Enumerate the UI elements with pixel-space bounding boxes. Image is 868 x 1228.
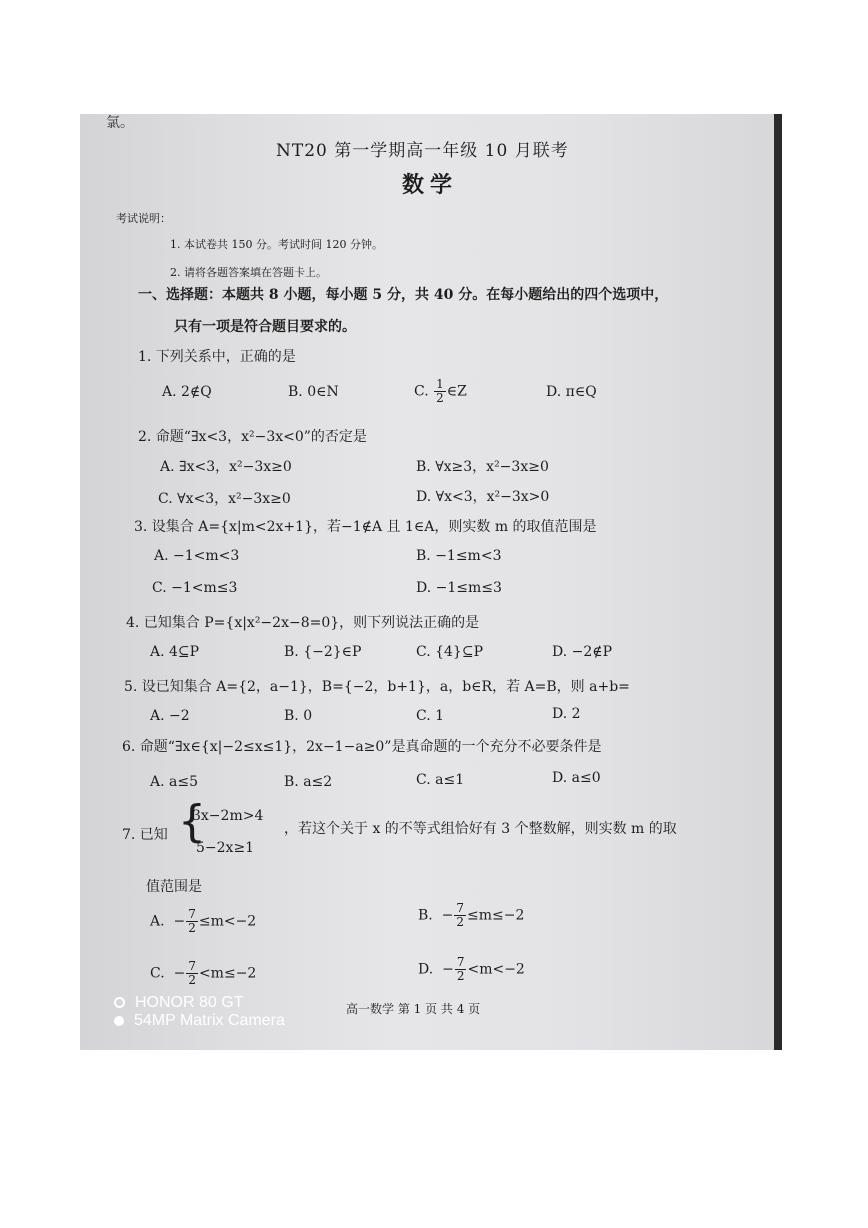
q5-option-b: B. 0: [284, 708, 313, 724]
q7-option-c: C. − $\frac{7}{2}$ <m≤−2: [150, 959, 257, 987]
question-7-stem-line2: 值范围是: [146, 879, 202, 895]
exam-title: NT20 第一学期高一年级 10 月联考: [276, 141, 569, 161]
q7-inequality-2: 5−2x≥1: [196, 840, 255, 856]
question-4-stem: 4. 已知集合 P={x|x²−2x−8=0}，则下列说法正确的是: [126, 615, 480, 631]
system-brace: {: [178, 796, 206, 847]
q2-option-a: A. ∃x<3，x²−3x≥0: [160, 459, 292, 475]
exam-photo: [80, 114, 782, 1050]
q6-option-a: A. a≤5: [150, 774, 198, 790]
camera-watermark-line1: HONOR 80 GT: [114, 994, 243, 1012]
fraction-seven-halves: $\frac{7}{2}$: [188, 959, 196, 987]
q7-option-d: D. − $\frac{7}{2}$ <m<−2: [418, 955, 525, 983]
q5-option-c: C. 1: [416, 708, 445, 724]
q1-option-c: C. $\frac{1}{2}$ ∈Z: [414, 377, 467, 405]
q5-option-a: A. −2: [150, 708, 190, 724]
fraction-one-half: $\frac{1}{2}$: [436, 377, 444, 405]
photo-edge-shadow: [774, 114, 782, 1050]
q2-option-d: D. ∀x<3，x²−3x>0: [416, 489, 550, 505]
question-7-stem-suffix: ，若这个关于 x 的不等式组恰好有 3 个整数解，则实数 m 的取: [284, 821, 677, 837]
q4-option-a: A. 4⊆P: [150, 644, 200, 660]
fraction-seven-halves: $\frac{7}{2}$: [456, 955, 465, 983]
section-heading-line2: 只有一项是符合题目要求的。: [174, 319, 356, 335]
question-7-stem-prefix: 7. 已知: [122, 827, 168, 843]
q7-inequality-1: 3x−2m>4: [192, 808, 264, 824]
solid-circle-icon: [114, 1016, 124, 1026]
fraction-seven-halves: $\frac{7}{2}$: [456, 901, 465, 929]
q1-option-b: B. 0∈N: [288, 384, 339, 400]
q3-option-b: B. −1≤m<3: [416, 548, 502, 564]
exam-subject: 数学: [402, 172, 459, 198]
question-2-stem: 2. 命题“∃x<3，x²−3x<0”的否定是: [138, 429, 367, 445]
fraction-seven-halves: $\frac{7}{2}$: [188, 907, 196, 935]
q7-option-b: B. − $\frac{7}{2}$ ≤m≤−2: [418, 901, 525, 929]
q1-option-a: A. 2∉Q: [162, 384, 212, 400]
q4-option-b: B. {−2}∈P: [284, 644, 362, 660]
hollow-circle-icon: [114, 997, 125, 1008]
q3-option-a: A. −1<m<3: [154, 548, 240, 564]
question-5-stem: 5. 设已知集合 A={2，a−1}，B={−2，b+1}，a，b∈R，若 A=B，则 a+b=: [124, 679, 630, 695]
q6-option-d: D. a≤0: [552, 770, 601, 786]
q3-option-d: D. −1≤m≤3: [416, 580, 502, 596]
instruction-item-2: 2. 请将各题答案填在答题卡上。: [170, 266, 327, 279]
q6-option-c: C. a≤1: [416, 772, 465, 788]
section-heading-line1: 一、选择题：本题共 8 小题，每小题 5 分，共 40 分。在每小题给出的四个选项中，: [138, 287, 669, 303]
q2-option-c: C. ∀x<3，x²−3x≥0: [158, 491, 291, 507]
q1-option-d: D. π∈Q: [546, 384, 597, 400]
q2-option-b: B. ∀x≥3，x²−3x≥0: [416, 459, 549, 475]
q6-option-b: B. a≤2: [284, 774, 333, 790]
instructions-heading: 考试说明：: [116, 212, 171, 225]
q7-option-a: A. − $\frac{7}{2}$ ≤m<−2: [150, 907, 257, 935]
q3-option-c: C. −1<m≤3: [152, 580, 238, 596]
page-footer: 高一数学 第 1 页 共 4 页: [346, 1002, 481, 1016]
q4-option-d: D. −2∉P: [552, 644, 613, 660]
q4-option-c: C. {4}⊆P: [416, 644, 483, 660]
camera-watermark-line2: 54MP Matrix Camera: [114, 1012, 285, 1030]
question-1-stem: 1. 下列关系中，正确的是: [138, 349, 296, 365]
question-3-stem: 3. 设集合 A={x|m<2x+1}，若−1∉A 且 1∈A，则实数 m 的取值范围是: [134, 519, 597, 535]
instruction-item-1: 1. 本试卷共 150 分。考试时间 120 分钟。: [170, 238, 383, 251]
question-6-stem: 6. 命题“∃x∈{x|−2≤x≤1}，2x−1−a≥0”是真命题的一个充分不必要条件是: [122, 739, 602, 755]
q5-option-d: D. 2: [552, 706, 581, 722]
corner-mark: 氯。: [106, 115, 134, 131]
